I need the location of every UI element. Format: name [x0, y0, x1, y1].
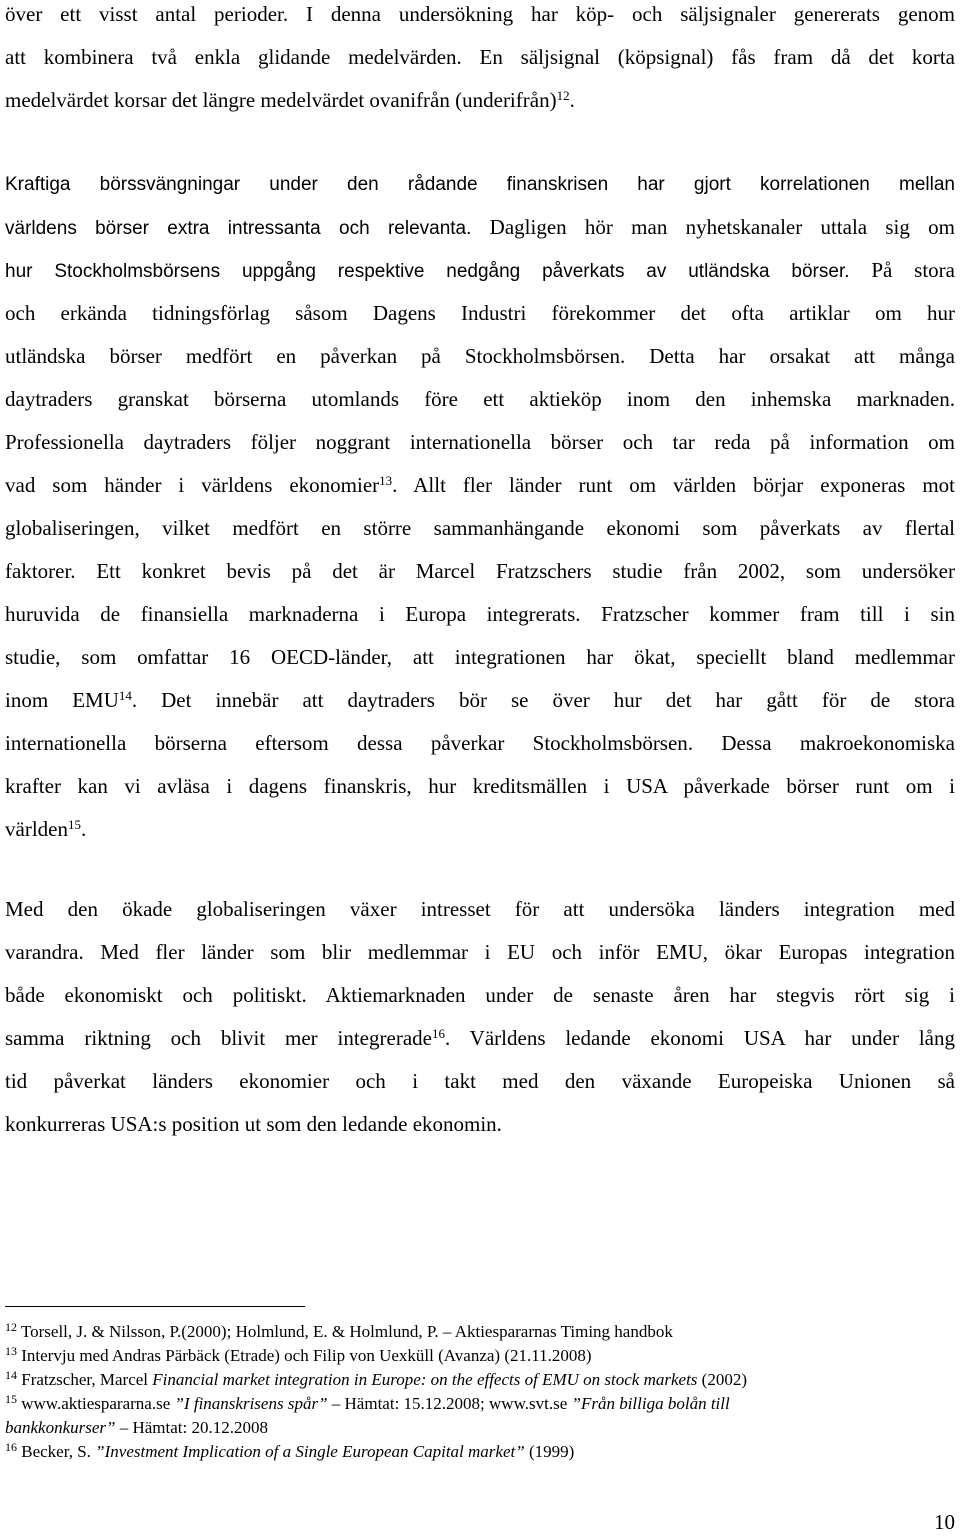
text-line	[5, 679, 955, 722]
text-line: krafter kan vi avläsa i dagens finanskris, hur kreditsmällen i USA påverkade börser runt om i	[5, 774, 955, 798]
footnote-divider	[5, 1306, 305, 1307]
text-segment: . Det innebär att daytraders bör se över hur det har gått för de stora	[131, 688, 955, 712]
footnote-title: Financial market integration in Europe: on the effects of EMU on stock markets	[152, 1370, 698, 1389]
text-segment: världens börser extra intressanta och relevanta.	[5, 218, 472, 239]
paragraph-2	[5, 163, 955, 851]
footnote-text: – Hämtat: 20.12.2008	[115, 1418, 268, 1437]
footnote-13	[5, 1344, 955, 1368]
text-line: både ekonomiskt och politiskt. Aktiemarknaden under de senaste åren har stegvis rört sig i	[5, 983, 955, 1007]
text-line: Med den ökade globaliseringen växer intresset för att undersöka länders integration med	[5, 897, 955, 921]
footnote-text: (1999)	[524, 1442, 575, 1461]
footnote-ref-14: 14	[118, 688, 132, 703]
text-segment: .	[569, 88, 575, 112]
footnote-number: 14	[5, 1368, 17, 1382]
footnote-12	[5, 1320, 955, 1344]
text-segment: Dagligen hör man nyhetskanaler uttala sig om	[471, 215, 955, 239]
text-line: faktorer. Ett konkret bevis på det är Marcel Fratzschers studie från 2002, som undersöker	[5, 559, 955, 583]
text-line: varandra. Med fler länder som blir medlemmar i EU och inför EMU, ökar Europas integration	[5, 940, 955, 964]
footnote-title: ”Från billiga bolån till	[571, 1394, 730, 1413]
text-line: daytraders granskat börserna utomlands före ett aktieköp inom den inhemska marknaden.	[5, 387, 955, 411]
footnote-text: (2002)	[697, 1370, 747, 1389]
text-line: utländska börser medfört en påverkan på Stockholmsbörsen. Detta har orsakat att många	[5, 344, 955, 368]
text-segment: . Allt fler länder runt om världen börjar exponeras mot	[392, 473, 955, 497]
footnote-number: 16	[5, 1440, 17, 1454]
text-line: och erkända tidningsförlag såsom Dagens Industri förekommer det ofta artiklar om hur	[5, 301, 955, 325]
footnote-text: Intervju med Andras Pärbäck (Etrade) och Filip von Uexküll (Avanza) (21.11.2008)	[17, 1346, 592, 1365]
footnote-ref-16: 16	[431, 1026, 445, 1041]
text-line	[5, 206, 955, 249]
text-segment: världen	[5, 817, 68, 841]
footnote-title: bankkonkurser”	[5, 1418, 116, 1437]
text-segment: .	[80, 817, 87, 841]
text-segment: På stora	[849, 258, 955, 282]
text-line: över ett visst antal perioder. I denna undersökning har köp- och säljsignaler genererats genom	[5, 2, 955, 26]
text-segment: samma riktning och blivit mer integrerade	[5, 1026, 432, 1050]
text-line: konkurreras USA:s position ut som den ledande ekonomin.	[5, 1112, 502, 1136]
text-line	[5, 79, 955, 122]
footnote-ref-12: 12	[556, 88, 570, 103]
text-segment: vad som händer i världens ekonomier	[5, 473, 380, 497]
text-line	[5, 464, 955, 507]
footnote-14	[5, 1368, 955, 1392]
footnote-text: www.aktiespararna.se	[17, 1394, 175, 1413]
footnote-number: 13	[5, 1344, 17, 1358]
text-line: studie, som omfattar 16 OECD-länder, att integrationen har ökat, speciellt bland medlemmar	[5, 645, 955, 669]
footnote-15-continued	[5, 1416, 955, 1440]
text-line: internationella börserna eftersom dessa påverkar Stockholmsbörsen. Dessa makroekonomiska	[5, 731, 955, 755]
text-line	[5, 1017, 955, 1060]
paragraph-1	[5, 0, 955, 122]
text-line: tid påverkat länders ekonomier och i takt med den växande Europeiska Unionen så	[5, 1069, 955, 1093]
text-segment: inom EMU	[5, 688, 119, 712]
text-line: att kombinera två enkla glidande medelvärden. En säljsignal (köpsignal) fås fram då det korta	[5, 45, 955, 69]
footnote-text: Torsell, J. & Nilsson, P.(2000); Holmlund, E. & Holmlund, P. – Aktiespararnas Timing handbok	[17, 1322, 673, 1341]
footnote-16	[5, 1440, 955, 1464]
text-line: Professionella daytraders följer noggrant internationella börser och tar reda på information om	[5, 430, 955, 454]
page-number: 10	[934, 1510, 955, 1534]
footnotes	[5, 1320, 955, 1464]
paragraph-3	[5, 888, 955, 1146]
text-line: huruvida de finansiella marknaderna i Europa integrerats. Fratzscher kommer fram till i sin	[5, 602, 955, 626]
footnote-number: 15	[5, 1392, 17, 1406]
text-segment: . Världens ledande ekonomi USA har under lång	[444, 1026, 955, 1050]
footnote-ref-15: 15	[67, 817, 81, 832]
footnote-15	[5, 1392, 955, 1416]
text-line	[5, 249, 955, 292]
footnote-text: Fratzscher, Marcel	[17, 1370, 153, 1389]
text-line: Kraftiga börssvängningar under den rådande finanskrisen har gjort korrelationen mellan	[5, 174, 955, 195]
footnote-ref-13: 13	[379, 473, 393, 488]
text-segment: hur Stockholmsbörsens uppgång respektive nedgång påverkats av utländska börser.	[5, 261, 850, 282]
footnote-number: 12	[5, 1320, 17, 1334]
text-line	[5, 808, 955, 851]
footnote-title: ”I finanskrisens spår”	[174, 1394, 328, 1413]
text-segment: medelvärdet korsar det längre medelvärdet ovanifrån (underifrån)	[5, 88, 557, 112]
footnote-text: – Hämtat: 15.12.2008; www.svt.se	[327, 1394, 572, 1413]
footnote-title: ”Investment Implication of a Single European Capital market”	[95, 1442, 525, 1461]
footnote-text: Becker, S.	[17, 1442, 96, 1461]
text-line: globaliseringen, vilket medfört en större sammanhängande ekonomi som påverkats av flertal	[5, 516, 955, 540]
